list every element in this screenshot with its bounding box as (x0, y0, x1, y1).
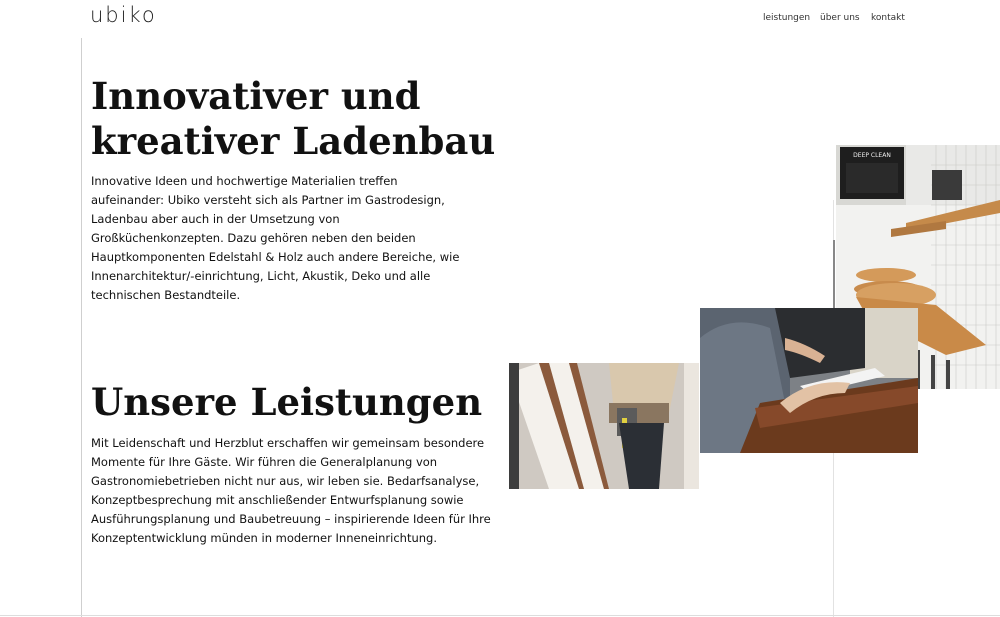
nav-item-leistungen[interactable]: leistungen (763, 13, 811, 23)
services-title: Unsere Leistungen (91, 380, 483, 424)
craftsman-photo (509, 363, 699, 489)
nav-item-kontakt[interactable]: kontakt (871, 13, 905, 23)
planning-photo (700, 308, 918, 453)
intro-text: Innovative Ideen und hochwertige Materialien treffen aufeinander: Ubiko versteht sich als Partner im Gastrodesign, Ladenbau aber auch in der Umsetzung von Großküchenkonzepten. Dazu gehören neben den beiden Hauptkomponenten Edelstahl & Holz auch andere Bereiche, wie Innenarchitektur/-einrichtung, Licht, Akustik, Deko und alle technischen Bestandteile. (91, 174, 460, 302)
bottom-divider (0, 615, 1000, 616)
nav-item-ueber-uns[interactable]: über uns (820, 13, 860, 23)
deep-clean-sign: DEEP CLEAN (853, 152, 891, 159)
logo[interactable]: ubiko (90, 3, 157, 27)
services-text: Mit Leidenschaft und Herzblut erschaffen wir gemeinsam besondere Momente für Ihre Gäste. Wir führen die Generalplanung von Gastronomiebetrieben nicht nur aus, wir leben sie. Bedarfsanalyse, Konzeptbesprechung mit anschließender Entwurfsplanung sowie Ausführungsplanung und Baubetreuung – inspirierende Ideen für Ihre Konzeptentwicklung münden in moderner Inneneinrichtung. (91, 436, 491, 545)
scroll-indicator (833, 240, 835, 310)
left-divider (81, 38, 82, 617)
main-nav (0, 13, 1000, 27)
intro-title: Innovativer und kreativer Ladenbau (91, 74, 496, 163)
